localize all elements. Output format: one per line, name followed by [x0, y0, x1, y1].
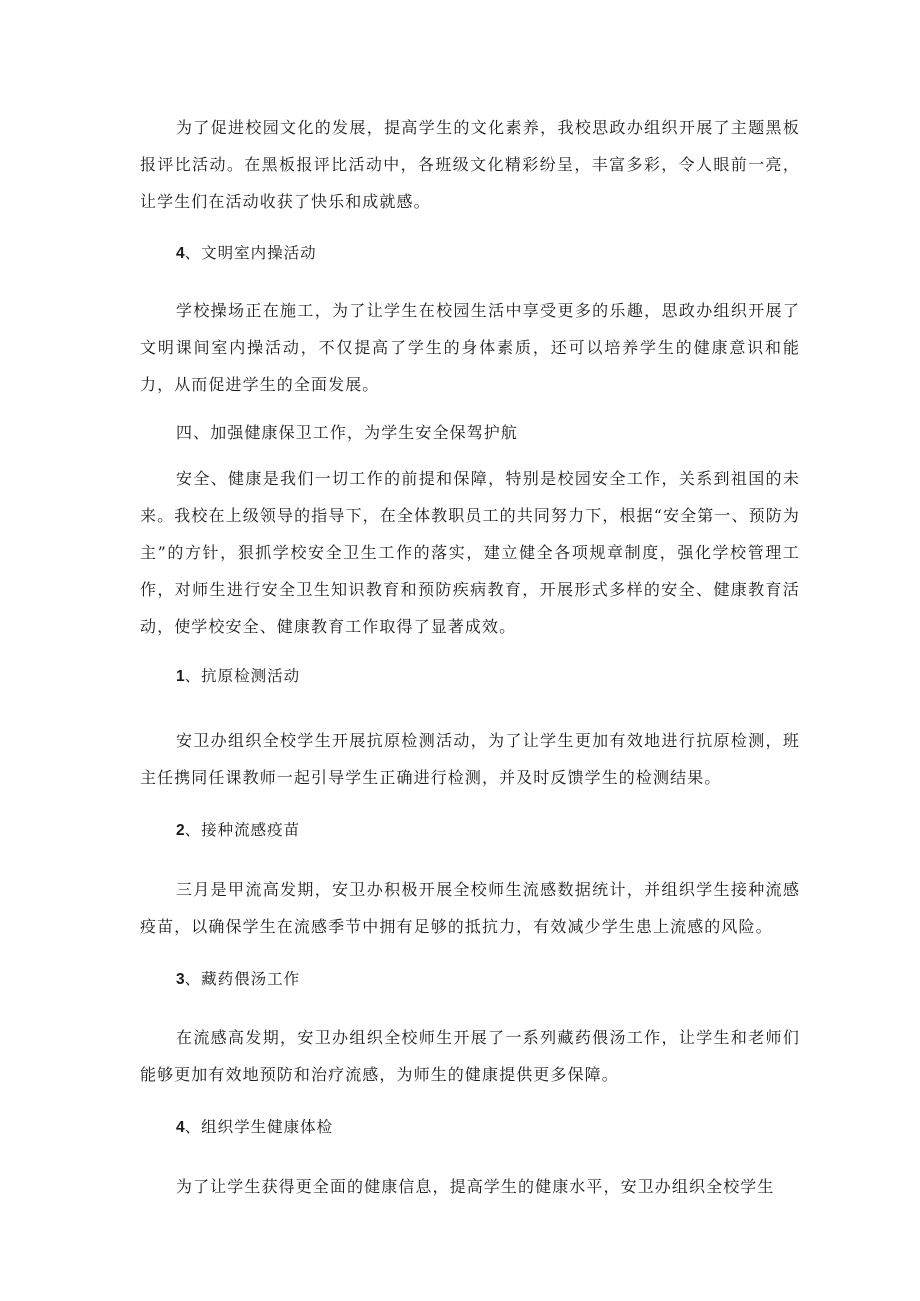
paragraph-indoor-exercise: 学校操场正在施工，为了让学生在校园生活中享受更多的乐趣，思政办组织开展了文明课间室内操活动，不仅提高了学生的身体素质，还可以培养学生的健康意识和能力，从而促进学生的全面发展。	[140, 301, 800, 394]
paragraph-tibetan-medicine: 在流感高发期，安卫办组织全校师生开展了一系列藏药偎汤工作，让学生和老师们能够更加有效地预防和治疗流感，为师生的健康提供更多保障。	[140, 1028, 800, 1084]
heading-number: 2	[176, 822, 185, 839]
paragraph-blackboard-contest: 为了促进校园文化的发展，提高学生的文化素养，我校思政办组织开展了主题黑板报评比活动。在黑板报评比活动中，各班级文化精彩纷呈，丰富多彩，令人眼前一亮，让学生们在活动收获了快乐和成就感。	[140, 118, 800, 211]
heading-text: 、藏药偎汤工作	[184, 970, 301, 988]
paragraph-flu-vaccine: 三月是甲流高发期，安卫办积极开展全校师生流感数据统计，并组织学生接种流感疫苗，以确保学生在流感季节中拥有足够的抵抗力，有效减少学生患上流感的风险。	[140, 880, 800, 936]
section-title-health-safety: 四、加强健康保卫工作，为学生安全保驾护航	[176, 423, 519, 442]
heading-indoor-exercise	[176, 241, 317, 266]
heading-health-checkup	[176, 1115, 333, 1140]
paragraph-health-checkup: 为了让学生获得更全面的健康信息，提高学生的健康水平，安卫办组织全校学生	[176, 1177, 775, 1196]
heading-tibetan-medicine	[176, 967, 300, 992]
heading-text: 、文明室内操活动	[184, 244, 317, 262]
paragraph-safety-work: 安全、健康是我们一切工作的前提和保障，特别是校园安全工作，关系到祖国的未来。我校在上级领导的指导下，在全体教职员工的共同努力下，根据“安全第一、预防为主”的方针，狠抓学校安全卫生工作的落实，建立健全各项规章制度，强化学校管理工作，对师生进行安全卫生知识教育和预防疾病教育，开展形式多样的安全、健康教育活动，使学校安全、健康教育工作取得了显著成效。	[140, 469, 800, 636]
heading-number: 4	[176, 245, 185, 262]
heading-antigen-testing	[176, 664, 300, 689]
heading-flu-vaccine	[176, 818, 300, 843]
heading-number: 4	[176, 1119, 185, 1136]
heading-number: 3	[176, 971, 185, 988]
heading-text: 、组织学生健康体检	[184, 1118, 334, 1136]
heading-text: 、接种流感疫苗	[184, 821, 301, 839]
heading-number: 1	[176, 668, 185, 685]
heading-text: 、抗原检测活动	[184, 667, 301, 685]
paragraph-antigen-testing: 安卫办组织全校学生开展抗原检测活动，为了让学生更加有效地进行抗原检测，班主任携同任课教师一起引导学生正确进行检测，并及时反馈学生的检测结果。	[140, 731, 800, 787]
